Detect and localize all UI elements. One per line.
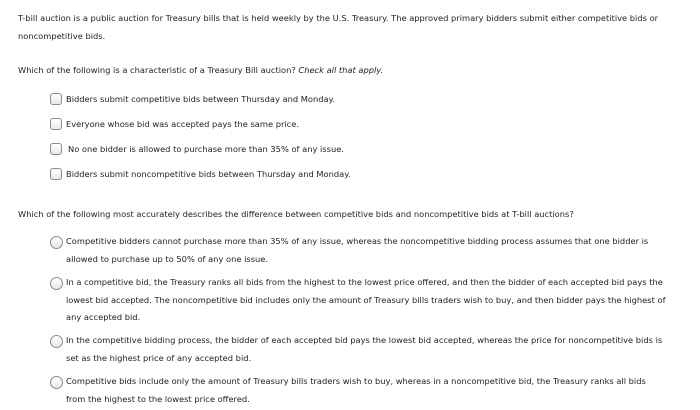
checkbox-option-2-label[interactable]: Everyone whose bid was accepted pays the same price. <box>66 119 299 129</box>
radio-option-1-label[interactable]: Competitive bidders cannot purchase more than 35% of any issue, whereas the noncompetitive bidding process assumes that one bidder is allowed to purchase up to 50% of any one issue. <box>66 236 649 264</box>
radio-option-3[interactable] <box>50 335 63 348</box>
checkbox-option-3[interactable] <box>50 143 62 155</box>
radio-option-2[interactable] <box>50 277 63 290</box>
question-1-instruction: Check all that apply. <box>298 65 384 75</box>
question-2-prompt: Which of the following most accurately describes the difference between competitive bids and noncompetitive bids at T-bill auctions? <box>18 209 574 219</box>
checkbox-option-3-label[interactable]: No one bidder is allowed to purchase more than 35% of any issue. <box>68 144 344 154</box>
checkbox-option-4[interactable] <box>50 168 62 180</box>
checkbox-option-1-label[interactable]: Bidders submit competitive bids between Thursday and Monday. <box>66 94 335 104</box>
intro-paragraph: T-bill auction is a public auction for Treasury bills that is held weekly by the U.S. Treasury. The approved primary bidders submit either competitive bids or noncompetitive bids. <box>18 13 659 41</box>
radio-option-4-label[interactable]: Competitive bids include only the amount of Treasury bills traders wish to buy, whereas in a noncompetitive bid, the Treasury ranks all bids from the highest to the lowest price offered. <box>66 376 646 404</box>
question-1-text: Which of the following is a characteristic of a Treasury Bill auction? <box>18 65 296 75</box>
radio-option-4[interactable] <box>50 376 63 389</box>
radio-option-1[interactable] <box>50 236 63 249</box>
radio-option-3-label[interactable]: In the competitive bidding process, the bidder of each accepted bid pays the lowest bid accepted, whereas the price for noncompetitive bids is set as the highest price of any accepted bid. <box>66 335 663 363</box>
radio-option-2-label[interactable]: In a competitive bid, the Treasury ranks all bids from the highest to the lowest price offered, and then the bidder of each accepted bid pays the lowest bid accepted. The noncompetitive bid includes only the amount of Treasury bills traders wish to buy, and then bidder pays the highest of any accepted bid. <box>66 277 666 322</box>
checkbox-option-4-label[interactable]: Bidders submit noncompetitive bids between Thursday and Monday. <box>66 169 351 179</box>
checkbox-option-2[interactable] <box>50 118 62 130</box>
question-1-prompt <box>18 62 383 79</box>
checkbox-option-1[interactable] <box>50 93 62 105</box>
